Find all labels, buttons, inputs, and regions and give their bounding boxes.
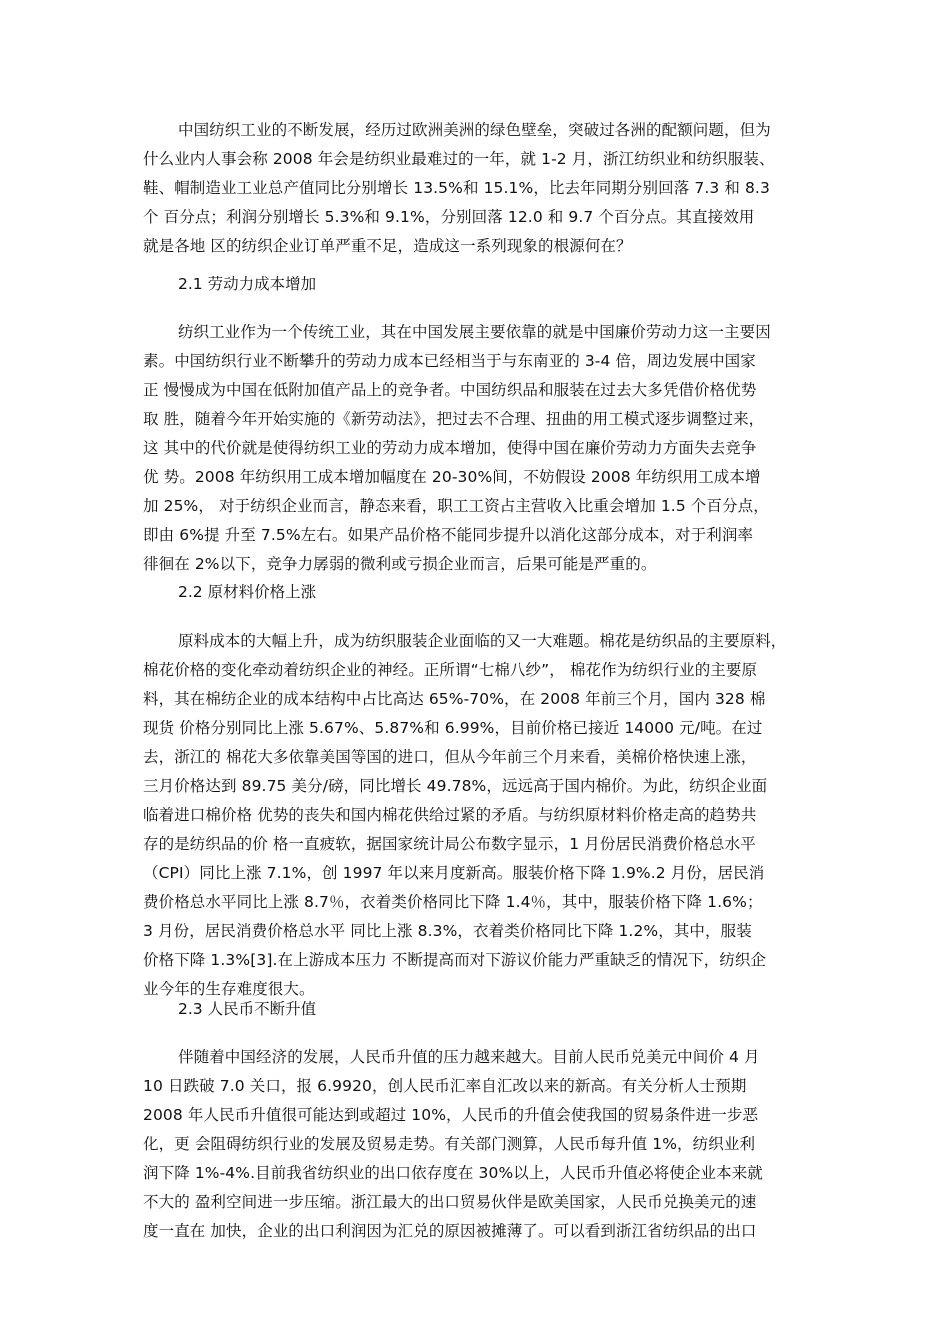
paragraph-line: 现货 价格分别同比上涨 5.67%、5.87%和 6.99%，目前价格已接近 14000 元/吨。在过	[143, 719, 763, 737]
paragraph-line: 就是各地 区的纺织企业订单严重不足，造成这一系列现象的根源何在？	[143, 237, 632, 255]
paragraph-line: 2008 年人民币升值很可能达到或超过 10%，人民币的升值会使我国的贸易条件进一步恶	[143, 1106, 759, 1124]
paragraph-line: 三月价格达到 89.75 美分/磅，同比增长 49.78%，远远高于国内棉价。为此，纺织企业面	[143, 777, 768, 795]
paragraph-line: 10 日跌破 7.0 关口，报 6.9920，创人民币汇率自汇改以来的新高。有关分析人士预期	[143, 1077, 747, 1095]
paragraph-intro	[143, 116, 813, 261]
paragraph-line: 润下降 1%-4%.目前我省纺织业的出口依存度在 30%以上，人民币升值必将使企业本来就	[143, 1164, 763, 1182]
paragraph-line: 伴随着中国经济的发展，人民币升值的压力越来越大。目前人民币兑美元中间价 4 月	[178, 1048, 760, 1066]
paragraph-line: 素。中国纺织行业不断攀升的劳动力成本已经相当于与东南亚的 3-4 倍，周边发展中国家	[143, 352, 756, 370]
paragraph-line: 度一直在 加快，企业的出口利润因为汇兑的原因被摊薄了。可以看到浙江省纺织品的出口	[143, 1222, 757, 1240]
paragraph-line: 临着进口棉价格 优势的丧失和国内棉花供给过紧的矛盾。与纺织原材料价格走高的趋势共	[143, 806, 757, 824]
paragraph-line: 加 25%， 对于纺织企业而言，静态来看，职工工资占主营收入比重会增加 1.5 个百分点，	[143, 497, 769, 515]
paragraph-line: 存的是纺织品的价 格一直疲软，据国家统计局公布数字显示，1 月份居民消费价格总水平	[143, 835, 756, 853]
paragraph-line: 价格下降 1.3%[3].在上游成本压力 不断提高而对下游议价能力严重缺乏的情况下，纺织企	[143, 951, 767, 969]
paragraph-line: 正 慢慢成为中国在低附加值产品上的竞争者。中国纺织品和服装在过去大多凭借价格优势	[143, 381, 757, 399]
section-heading-2-3: 2.3 人民币不断升值	[178, 1000, 317, 1018]
paragraph-line: （CPI）同比上涨 7.1%，创 1997 年以来月度新高。服装价格下降 1.9%.2 月份，居民消	[143, 864, 765, 882]
paragraph-line: 去，浙江的 棉花大多依靠美国等国的进口，但从今年前三个月来看，美棉价格快速上涨，	[143, 748, 757, 766]
paragraph-line: 化，更 会阻碍纺织行业的发展及贸易走势。有关部门测算，人民币每升值 1%，纺织业利	[143, 1135, 756, 1153]
paragraph-line: 不大的 盈利空间进一步压缩。浙江最大的出口贸易伙伴是欧美国家，人民币兑换美元的速	[143, 1193, 757, 1211]
paragraph-line: 这 其中的代价就是使得纺织工业的劳动力成本增加，使得中国在廉价劳动力方面失去竞争	[143, 439, 757, 457]
paragraph-line: 什么业内人事会称 2008 年会是纺织业最难过的一年，就 1-2 月，浙江纺织业和纺织服装、	[143, 150, 775, 168]
paragraph-line: 料，其在棉纺企业的成本结构中占比高达 65%-70%，在 2008 年前三个月，国内 328 棉	[143, 690, 766, 708]
paragraph-line: 棉花价格的变化牵动着纺织企业的神经。正所谓“七棉八纱”， 棉花作为纺织行业的主要原	[143, 661, 758, 679]
paragraph-line: 取 胜，随着今年开始实施的《新劳动法》，把过去不合理、扭曲的用工模式逐步调整过来，	[143, 410, 765, 428]
paragraph-line: 业今年的生存难度很大。	[143, 980, 315, 998]
paragraph-line: 纺织工业作为一个传统工业，其在中国发展主要依靠的就是中国廉价劳动力这一主要因	[178, 323, 771, 341]
paragraph-line: 费价格总水平同比上涨 8.7％，衣着类价格同比下降 1.4％，其中，服装价格下降 1.6%；	[143, 893, 763, 911]
paragraph-rmb-appreciation	[143, 1043, 813, 1246]
paragraph-line: 3 月份，居民消费价格总水平 同比上涨 8.3%，衣着类价格同比下降 1.2%，其中，服装	[143, 922, 752, 940]
paragraph-line: 中国纺织工业的不断发展，经历过欧洲美洲的绿色壁垒，突破过各洲的配额问题，但为	[178, 121, 771, 139]
section-heading-2-1: 2.1 劳动力成本增加	[178, 275, 317, 293]
paragraph-line: 优 势。2008 年纺织用工成本增加幅度在 20-30%间，不妨假设 2008 年纺织用工成本增	[143, 468, 761, 486]
paragraph-labor-cost	[143, 318, 813, 579]
paragraph-line: 个 百分点；利润分别增长 5.3%和 9.1%，分别回落 12.0 和 9.7 个百分点。其直接效用	[143, 208, 755, 226]
paragraph-line: 鞋、帽制造业工业总产值同比分别增长 13.5%和 15.1%，比去年同期分别回落 7.3 和 8.3	[143, 179, 770, 197]
paragraph-raw-materials	[143, 627, 813, 1004]
paragraph-line: 原料成本的大幅上升，成为纺织服装企业面临的又一大难题。棉花是纺织品的主要原料，	[178, 632, 787, 650]
paragraph-line: 即由 6%提 升至 7.5%左右。如果产品价格不能同步提升以消化这部分成本，对于利润率	[143, 526, 754, 544]
section-heading-2-2: 2.2 原材料价格上涨	[178, 583, 317, 601]
paragraph-line: 徘徊在 2%以下，竞争力孱弱的微利或亏损企业而言，后果可能是严重的。	[143, 555, 657, 573]
